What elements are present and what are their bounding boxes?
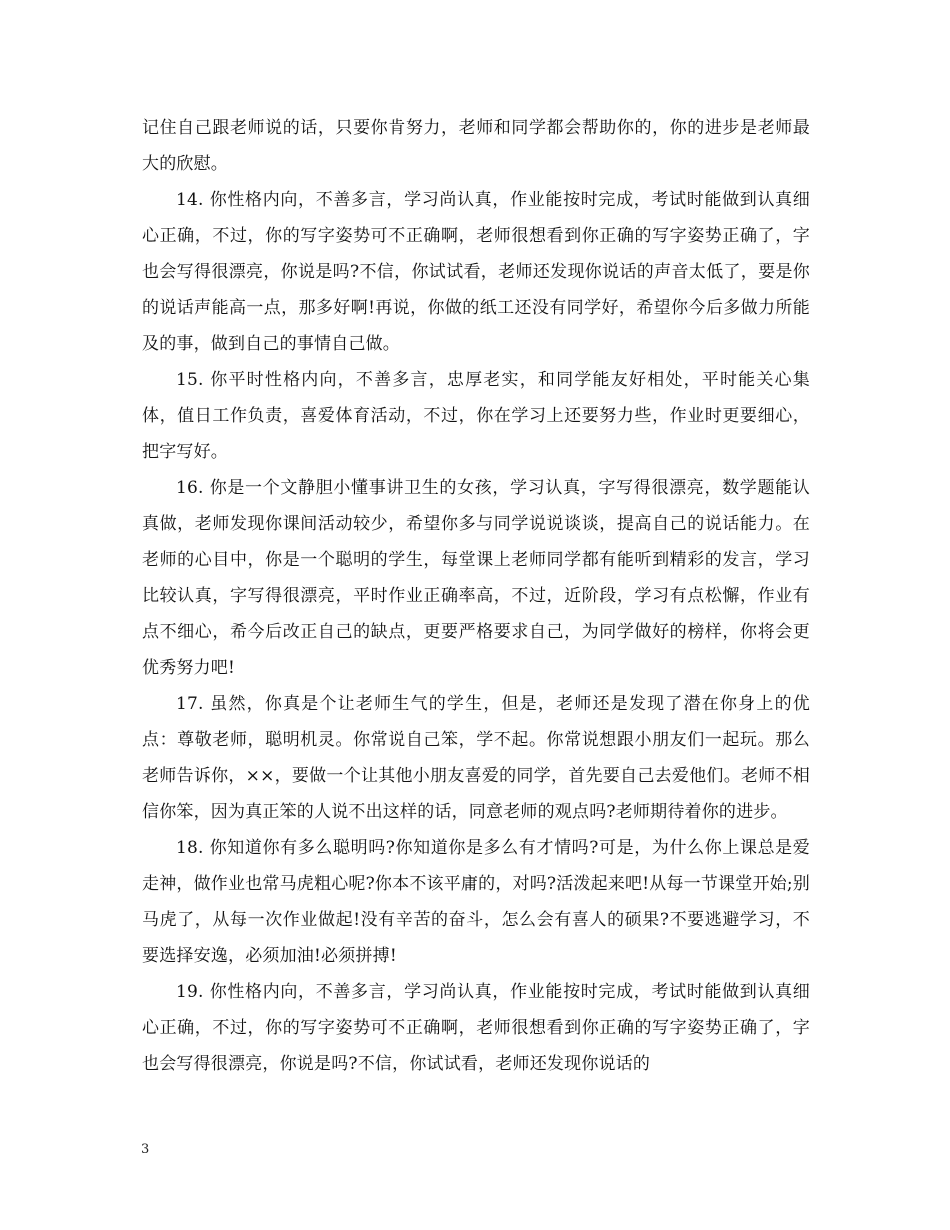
paragraph-item-19: 19. 你性格内向，不善多言，学习尚认真，作业能按时完成，考试时能做到认真细心正确，不过，你的写字姿势可不正确啊，老师很想看到你正确的写字姿势正确了，字也会写得很漂亮，你说是吗?不信，你试试看，老师还发现你说话的	[142, 982, 810, 1074]
paragraph-item-15: 15. 你平时性格内向，不善多言，忠厚老实，和同学能友好相处，平时能关心集体，值日工作负责，喜爱体育活动，不过，你在学习上还要努力些，作业时更要细心，把字写好。	[142, 370, 810, 462]
paragraph-continuation: 记住自己跟老师说的话，只要你肯努力，老师和同学都会帮助你的，你的进步是老师最大的欣慰。	[142, 118, 810, 174]
paragraph-item-14: 14. 你性格内向，不善多言，学习尚认真，作业能按时完成，考试时能做到认真细心正确，不过，你的写字姿势可不正确啊，老师很想看到你正确的写字姿势正确了，字也会写得很漂亮，你说是吗?不信，你试试看，老师还发现你说话的声音太低了，要是你的说话声能高一点，那多好啊!再说，你做的纸工还没有同学好，希望你今后多做力所能及的事，做到自己的事情自己做。	[142, 190, 810, 354]
document-body	[142, 110, 810, 1082]
paragraph-item-16: 16. 你是一个文静胆小懂事讲卫生的女孩，学习认真，字写得很漂亮，数学题能认真做，老师发现你课间活动较少，希望你多与同学说说谈谈，提高自己的说话能力。在老师的心目中，你是一个聪明的学生，每堂课上老师同学都有能听到精彩的发言，学习比较认真，字写得很漂亮，平时作业正确率高，不过，近阶段，学习有点松懈，作业有点不细心，希今后改正自己的缺点，更要严格要求自己，为同学做好的榜样，你将会更优秀努力吧!	[142, 478, 810, 678]
paragraph-item-18: 18. 你知道你有多么聪明吗?你知道你是多么有才情吗?可是，为什么你上课总是爱走神，做作业也常马虎粗心呢?你本不该平庸的，对吗?活泼起来吧!从每一节课堂开始;别马虎了，从每一次作业做起!没有辛苦的奋斗，怎么会有喜人的硕果?不要逃避学习，不要选择安逸，必须加油!必须拼搏!	[142, 838, 810, 966]
paragraph-item-17: 17. 虽然，你真是个让老师生气的学生，但是，老师还是发现了潜在你身上的优点：尊敬老师，聪明机灵。你常说自己笨，学不起。你常说想跟小朋友们一起玩。那么老师告诉你，××，要做一个让其他小朋友喜爱的同学，首先要自己去爱他们。老师不相信你笨，因为真正笨的人说不出这样的话，同意老师的观点吗?老师期待着你的进步。	[142, 694, 810, 822]
page-number: 3	[141, 1142, 150, 1157]
